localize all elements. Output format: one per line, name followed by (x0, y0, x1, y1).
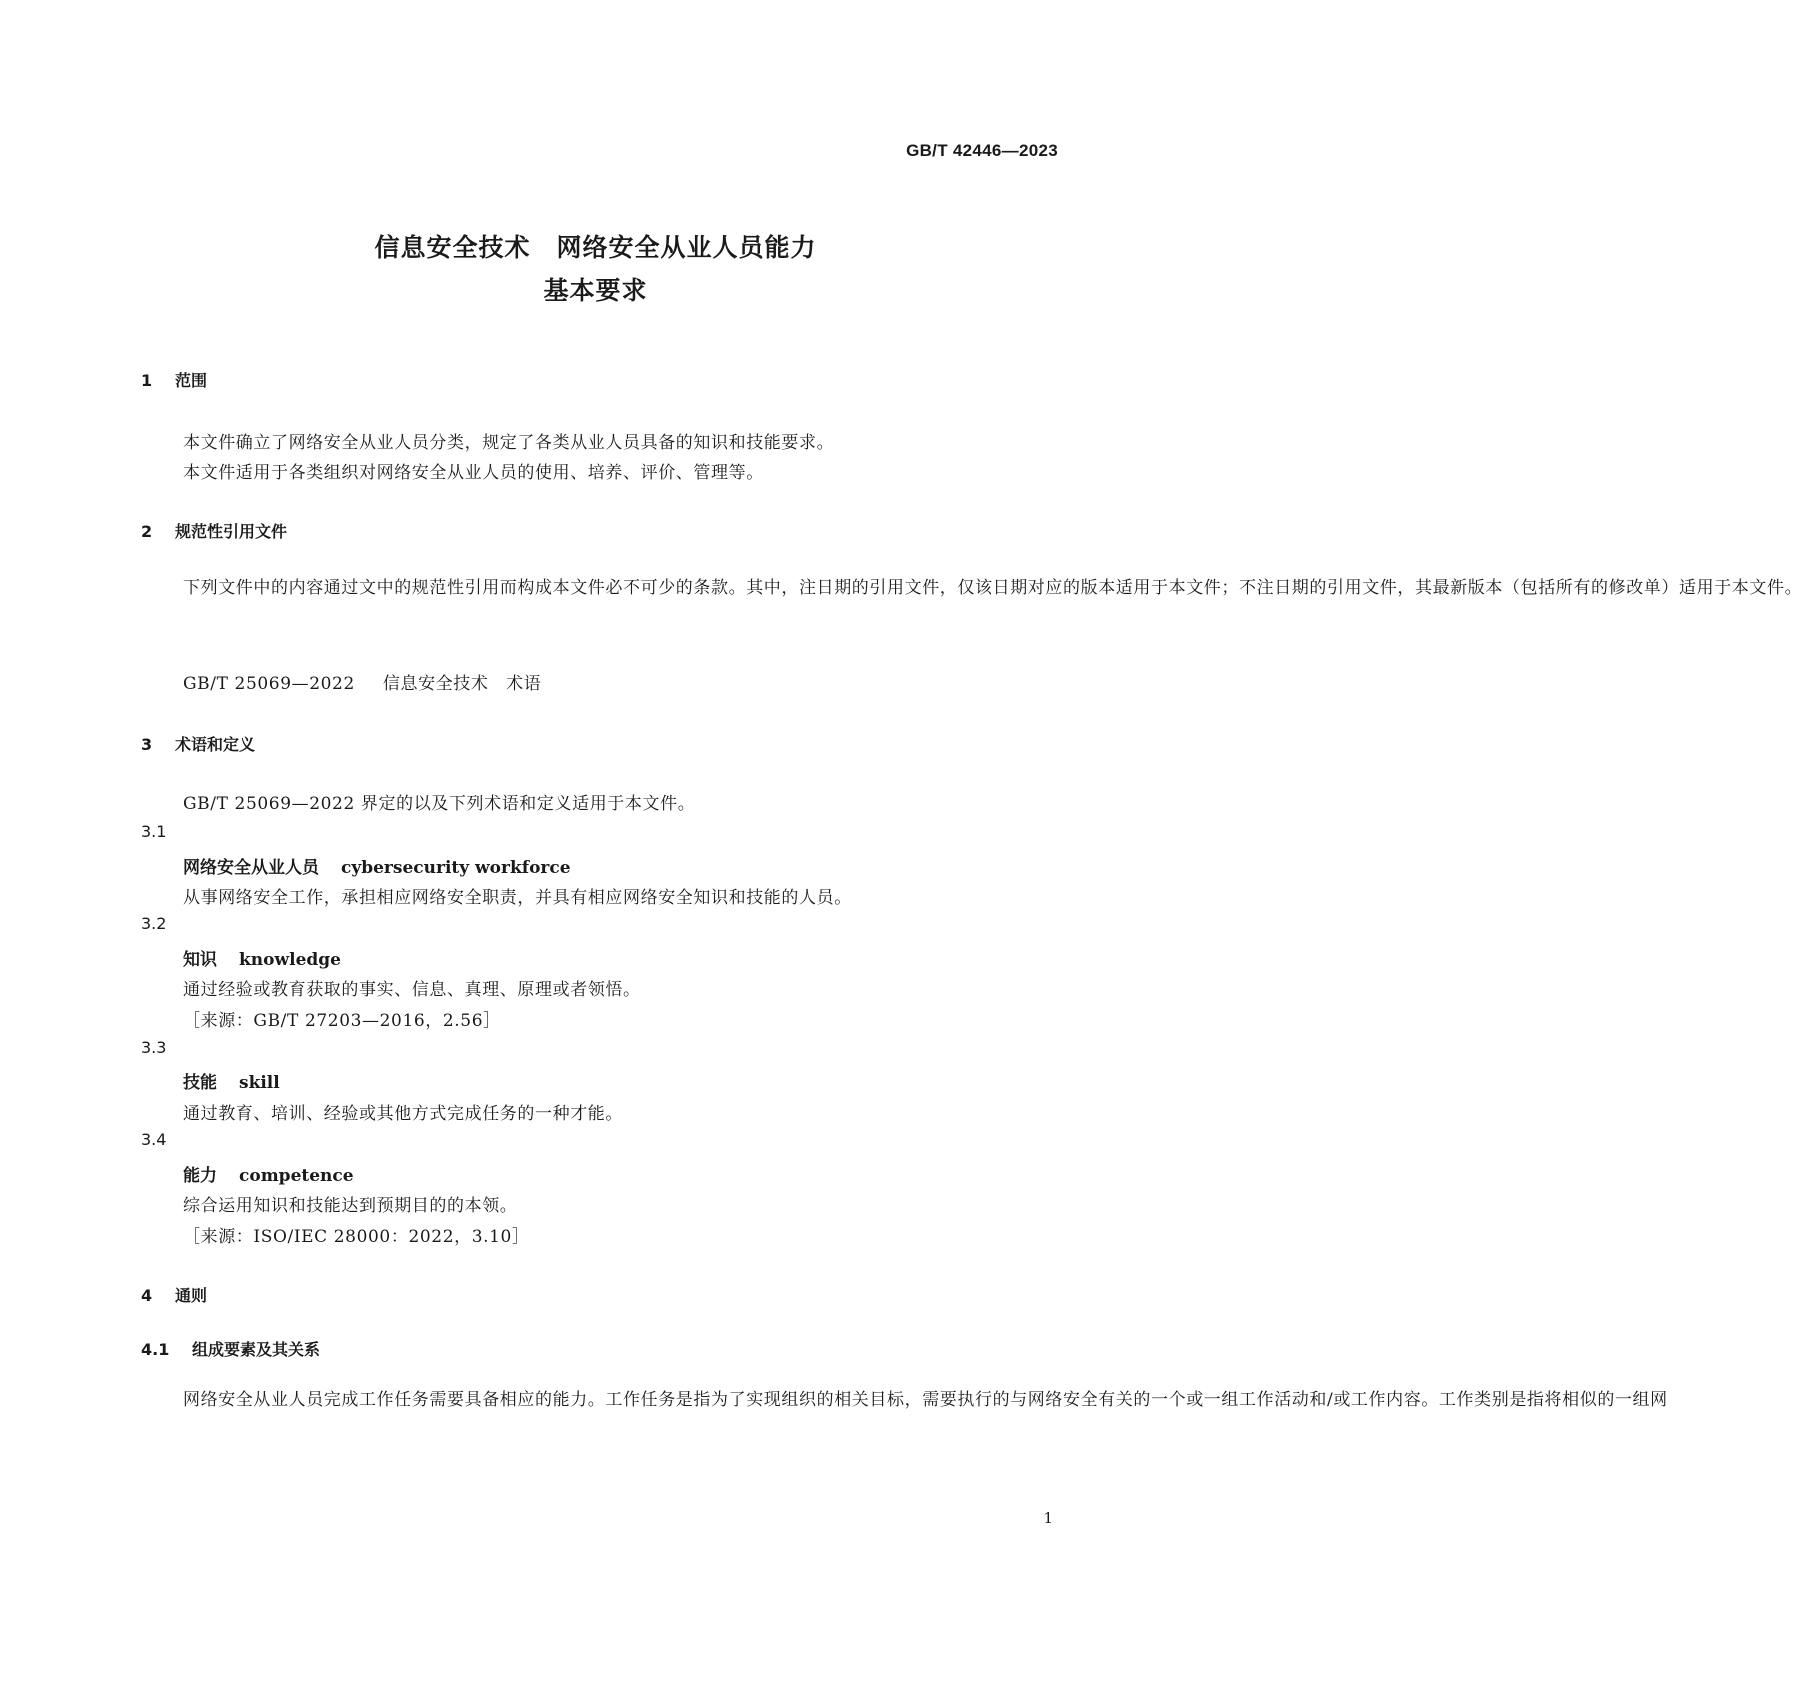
term-english: knowledge (239, 950, 341, 970)
section-2-paragraph (141, 572, 1802, 604)
term-english: competence (239, 1166, 354, 1186)
section-number: 4 (141, 1286, 153, 1305)
term-heading (183, 1161, 354, 1186)
term-english: cybersecurity workforce (341, 858, 571, 878)
term-definition: 通过教育、培训、经验或其他方式完成任务的一种才能。 (183, 1104, 623, 1124)
term-chinese: 知识 (183, 950, 217, 970)
subsection-4-1-heading (141, 1337, 320, 1360)
term-heading (183, 853, 571, 878)
term-source: ［来源：GB/T 27203—2016，2.56］ (183, 1011, 501, 1031)
normative-reference (183, 669, 541, 694)
section-1-paragraph-1: 本文件确立了网络安全从业人员分类，规定了各类从业人员具备的知识和技能要求。 (183, 433, 835, 453)
section-number: 2 (141, 522, 153, 541)
section-1-paragraph-2: 本文件适用于各类组织对网络安全从业人员的使用、培养、评价、管理等。 (183, 463, 764, 483)
section-1-heading (141, 368, 207, 391)
section-title: 术语和定义 (175, 735, 256, 754)
section-4-heading (141, 1283, 207, 1306)
document-title-line1: 信息安全技术 网络安全从业人员能力 (374, 233, 817, 262)
section-title: 规范性引用文件 (175, 522, 288, 541)
section-3-intro: GB/T 25069—2022 界定的以及下列术语和定义适用于本文件。 (183, 794, 696, 814)
term-definition: 综合运用知识和技能达到预期目的的本领。 (183, 1196, 518, 1216)
term-english: skill (239, 1073, 280, 1093)
page-number: 1 (1043, 1509, 1053, 1527)
term-chinese: 技能 (183, 1073, 217, 1093)
term-number: 3.2 (141, 914, 167, 933)
term-heading (183, 1068, 280, 1093)
term-number: 3.4 (141, 1130, 167, 1149)
section-number: 3 (141, 735, 153, 754)
term-definition: 通过经验或教育获取的事实、信息、真理、原理或者领悟。 (183, 980, 641, 1000)
document-title-line2: 基本要求 (543, 276, 648, 305)
section-title: 通则 (175, 1286, 208, 1305)
term-chinese: 网络安全从业人员 (183, 858, 319, 878)
standard-code: GB/T 42446—2023 (906, 141, 1058, 160)
section-2-heading (141, 519, 287, 542)
section-4-paragraph (141, 1384, 1668, 1416)
subsection-title: 组成要素及其关系 (192, 1340, 321, 1359)
term-number: 3.1 (141, 822, 167, 841)
reference-title: 信息安全技术 术语 (382, 674, 542, 694)
term-heading (183, 945, 341, 970)
term-number: 3.3 (141, 1038, 167, 1057)
term-source: ［来源：ISO/IEC 28000：2022，3.10］ (183, 1227, 530, 1247)
section-title: 范围 (175, 371, 208, 390)
reference-code: GB/T 25069—2022 (183, 674, 355, 694)
section-3-heading (141, 732, 255, 755)
section-4-paragraph-text: 网络安全从业人员完成工作任务需要具备相应的能力。工作任务是指为了实现组织的相关目标，需要执行的与网络安全有关的一个或一组工作活动和/或工作内容。工作类别是指将相似的一组网 (183, 1390, 1668, 1410)
section-2-paragraph-text: 下列文件中的内容通过文中的规范性引用而构成本文件必不可少的条款。其中，注日期的引用文件，仅该日期对应的版本适用于本文件；不注日期的引用文件，其最新版本（包括所有的修改单）适用于本文件。 (183, 578, 1802, 598)
subsection-number: 4.1 (141, 1340, 170, 1359)
term-definition: 从事网络安全工作，承担相应网络安全职责，并具有相应网络安全知识和技能的人员。 (183, 888, 852, 908)
term-chinese: 能力 (183, 1166, 217, 1186)
section-number: 1 (141, 371, 153, 390)
